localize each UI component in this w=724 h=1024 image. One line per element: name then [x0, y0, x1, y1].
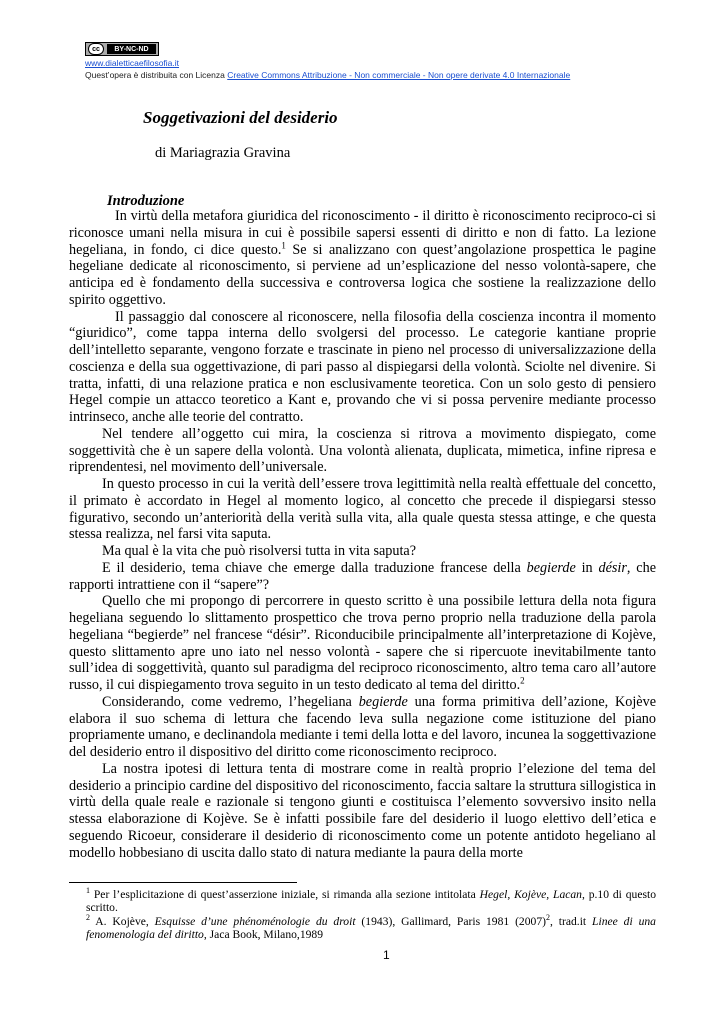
paragraph-2: Il passaggio dal conoscere al riconoscere, nella filosofia della coscienza incontra il momento “giuridico”, come tappa interna dello svolgersi del processo. Le categorie kantiane proprie dell’intelletto separante, vengono forzate e trascinate in pieno nel processo di universalizzazione della coscienza e della sua oggettivazione, di pari passo al dispiegarsi della volontà. Sciolte nel divenire. Si tratta, infatti, di una relazione pratica e non esclusivamente teoretica. Con un solo gesto di pensiero Hegel compie un attacco teoretico a Kant e, provando che vi si possa pervenire mediante processo intrinseco, anche alle teorie del contratto. — [69, 308, 656, 425]
document-author: di Mariagrazia Gravina — [155, 145, 291, 161]
cc-license-badge[interactable] — [85, 42, 159, 56]
footnote-divider — [69, 882, 297, 883]
cc-icon: cc — [88, 43, 104, 55]
paragraph-7: Quello che mi propongo di percorrere in questo scritto è una possibile lettura della nota figura hegeliana seguendo lo slittamento prospettico che trova perno proprio nella traduzione della parola hegeliana “begierde” nel francese “désir”. Riconducibile principalmente all’interpretazione di Kojève, questo slittamento apre uno iato nel nesso volontà - sapere che si ripercuote inevitabilmente tanto sull’idea di soggettività, quanto sul paradigma del reciproco riconoscimento, altro tema caro all’autore russo, il cui dispiegamento trova seguito in un testo dedicato al tema del diritto.$^2$ — [69, 593, 656, 693]
paragraph-9: La nostra ipotesi di lettura tenta di mostrare come in realtà proprio l’elezione del tema del desiderio a principio cardine del dispositivo del riconoscimento, faccia saltare la struttura sillogistica in virtù della quale reale e razionale si tengono giunti e costituisca l’elemento sovversivo insito nella stessa elaborazione di Kojève. Se è infatti possibile fare del desiderio il luogo elettivo dell’etica e seguendo Ricoeur, considerare il desiderio di riconoscimento come un potente antidoto hegeliano al modello hobbesiano di uscita dallo stato di natura mediante la paura della morte — [69, 760, 656, 861]
license-prefix: Quest’opera è distribuita con Licenza — [85, 70, 228, 80]
paragraph-4: In questo processo in cui la verità dell’essere trova legittimità nella realtà effettuale del concetto, il primato è accordato in Hegel al momento logico, al concetto che precede il dispiegarsi stesso figurativo, secondo un’anteriorità della verità sulla vita, alla quale questa stessa attinge, e che questa stessa realizza, nel farsi vita saputa. — [69, 476, 656, 543]
license-line — [85, 70, 570, 80]
document-title: Soggetivazioni del desiderio — [143, 108, 338, 127]
site-url-link[interactable]: www.dialetticaefilosofia.it — [85, 58, 180, 68]
paragraph-6: E il desiderio, tema chiave che emerge dalla traduzione francese della begierde in désir, che rapporti intrattiene con il “sapere”? — [69, 559, 656, 593]
footnotes — [86, 888, 656, 942]
footnote-ref-2[interactable]: 2 — [520, 675, 525, 686]
paragraph-3: Nel tendere all’oggetto cui mira, la coscienza si ritrova a movimento dispiegato, come soggettività che è un sapere della volontà. Una volontà alienata, duplicata, mimetica, infine ripresa e riprendentesi, nel movimento dell’universale. — [69, 425, 656, 476]
license-link[interactable]: Creative Commons Attribuzione - Non commerciale - Non opere derivate 4.0 Internazionale — [227, 70, 571, 80]
body-text — [69, 208, 656, 861]
cc-badge-label: BY-NC-ND — [107, 44, 156, 54]
paragraph-8: Considerando, come vedremo, l’hegeliana begierde una forma primitiva dell’azione, Kojève elabora il suo schema di lettura che facendo leva sulla negazione come istituzione del piano propriamente umano, e declinandola mediante i temi della lotta e del lavoro, incunea la soggettivazione del desiderio entro il dispositivo del diritto come riconoscimento reciproco. — [69, 693, 656, 760]
footnote-ref-1[interactable]: 1 — [281, 239, 286, 250]
page-number: 1 — [383, 948, 390, 962]
footnote-1: $^1$ Per l’esplicitazione di quest’asserzione iniziale, si rimanda alla sezione intitolata Hegel, Kojève, Lacan, p.10 di questo scritto. — [86, 886, 656, 915]
paragraph-1: In virtù della metafora giuridica del riconoscimento - il diritto è riconoscimento reciproco-ci si riconosce umani nella misura in cui è possibile sapersi essenti di diritto e non di fatto. La lezione hegeliana, in fondo, ci dice questo.$^1$ Se si analizzano con quest’angolazione prospettica le pagine hegeliane dedicate al riconoscimento, si perviene ad un’esplicazione del nesso volontà-sapere, che anticipa ed è fondamento della successiva e controversa logica che sostiene la realizzazione dello spirito oggettivo. — [69, 208, 656, 308]
footnote-2: $^2$ A. Kojève, Esquisse d’une phénoménologie du droit (1943), Gallimard, Paris 1981 $(2007)^2$, trad.it Linee di una fenomenologia del diritto, Jaca Book, Milano,1989 — [86, 912, 656, 942]
paragraph-5: Ma qual è la vita che può risolversi tutta in vita saputa? — [102, 543, 417, 559]
section-heading: Introduzione — [107, 193, 185, 209]
